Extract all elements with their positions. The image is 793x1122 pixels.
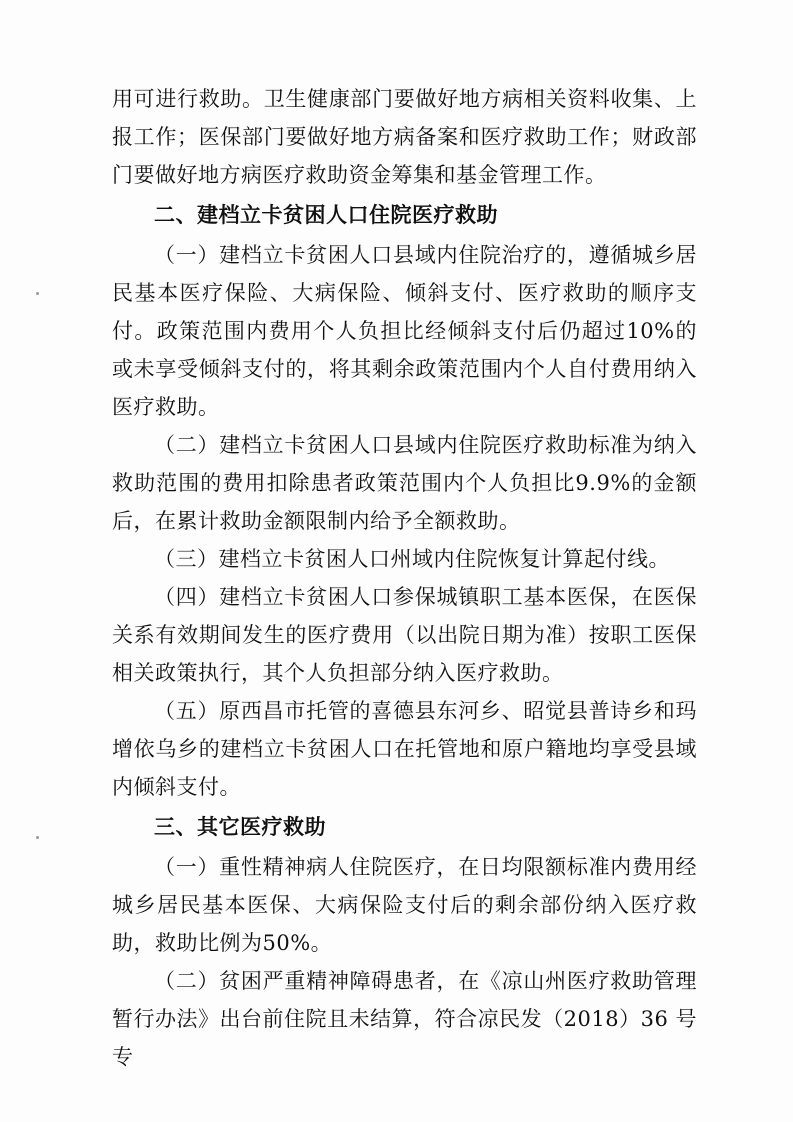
paragraph-continuation: 用可进行救助。卫生健康部门要做好地方病相关资料收集、上报工作；医保部门要做好地方病备案和医疗救助工作；财政部门要做好地方病医疗救助资金筹集和基金管理工作。 <box>112 87 697 187</box>
document-body <box>112 80 697 1076</box>
paragraph-2-3: （三）建档立卡贫困人口州域内住院恢复计算起付线。 <box>154 547 670 571</box>
paragraph-2-2: （二）建档立卡贫困人口县域内住院医疗救助标准为纳入救助范围的费用扣除患者政策范围内个人负担比9.9%的金额后，在累计救助金额限制内给予全额救助。 <box>112 433 697 533</box>
section-heading-2: 二、建档立卡贫困人口住院医疗救助 <box>154 203 498 227</box>
paragraph-2-1: （一）建档立卡贫困人口县域内住院治疗的，遵循城乡居民基本医疗保险、大病保险、倾斜支付、医疗救助的顺序支付。政策范围内费用个人负担比经倾斜支付后仍超过10%的或未享受倾斜支付的，将其剩余政策范围内个人自付费用纳入医疗救助。 <box>112 243 697 419</box>
scan-mark <box>36 292 39 295</box>
paragraph-2-4: （四）建档立卡贫困人口参保城镇职工基本医保，在医保关系有效期间发生的医疗费用（以出院日期为准）按职工医保相关政策执行，其个人负担部分纳入医疗救助。 <box>112 585 697 685</box>
paragraph-3-2: （二）贫困严重精神障碍患者，在《凉山州医疗救助管理暂行办法》出台前住院且未结算，符合凉民发（2018）36 号专 <box>112 969 697 1069</box>
scan-mark <box>36 836 39 839</box>
paragraph-3-1: （一）重性精神病人住院医疗，在日均限额标准内费用经城乡居民基本医保、大病保险支付后的剩余部份纳入医疗救助，救助比例为50%。 <box>112 855 697 955</box>
paragraph-2-5: （五）原西昌市托管的喜德县东河乡、昭觉县普诗乡和玛增依乌乡的建档立卡贫困人口在托管地和原户籍地均享受县域内倾斜支付。 <box>112 699 697 799</box>
section-heading-3: 三、其它医疗救助 <box>154 815 326 839</box>
